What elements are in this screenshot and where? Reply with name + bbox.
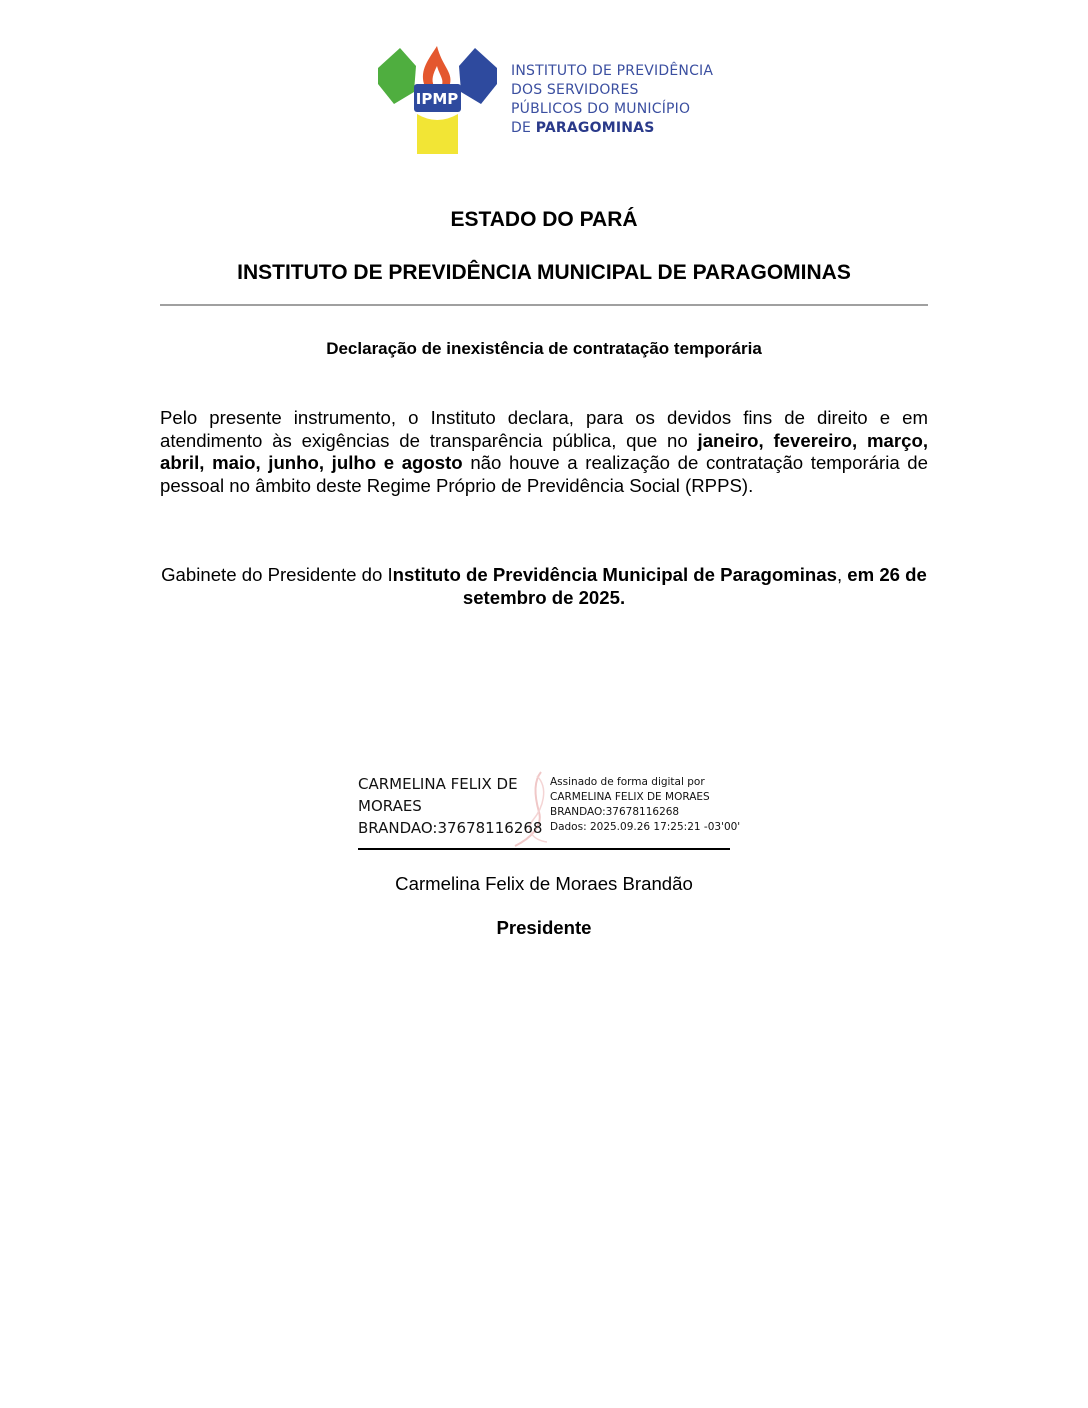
logo-text-line: DE PARAGOMINAS [511, 120, 655, 136]
header-divider [160, 304, 928, 306]
signature-name-line: BRANDAO:37678116268 [358, 819, 543, 837]
signer-role: Presidente [496, 917, 592, 938]
signature-detail-line: Assinado de forma digital por [550, 776, 705, 788]
signature-name-line: MORAES [358, 797, 422, 815]
logo-text [511, 62, 713, 138]
signature-detail-line: CARMELINA FELIX DE MORAES [550, 791, 710, 803]
declaration-title: Declaração de inexistência de contratação temporária [326, 339, 762, 358]
logo-text-line: INSTITUTO DE PREVIDÊNCIA [511, 63, 714, 79]
state-title: ESTADO DO PARÁ [450, 208, 638, 231]
signature-name-line: CARMELINA FELIX DE [358, 775, 518, 793]
ipmp-emblem-icon [376, 44, 501, 156]
signature-detail-line: Dados: 2025.09.26 17:25:21 -03'00' [550, 821, 741, 833]
logo-text-line: DOS SERVIDORES [511, 82, 639, 98]
ipmp-logo [376, 44, 721, 156]
signer-name: Carmelina Felix de Moraes Brandão [395, 873, 693, 894]
signature-detail-line: BRANDAO:37678116268 [550, 806, 680, 818]
svg-text:IPMP: IPMP [415, 90, 459, 108]
signature-name [358, 773, 542, 839]
institute-title: INSTITUTO DE PREVIDÊNCIA MUNICIPAL DE PARAGOMINAS [237, 261, 851, 284]
logo-text-line: PÚBLICOS DO MUNICÍPIO [511, 101, 691, 117]
digital-signature-block [358, 768, 741, 852]
declaration-body: Pelo presente instrumento, o Instituto declara, para os devidos fins de direito e em atendimento às exigências de transparência pública, que no janeiro, fevereiro, março, abril, maio, junho, julho e agosto não houve a realização de contratação temporária de pessoal no âmbito deste Regime Próprio de Previdência Social (RPPS). [160, 407, 928, 496]
signature-line [358, 848, 730, 850]
closing-statement: Gabinete do Presidente do Instituto de Previdência Municipal de Paragominas, em 26 de setembro de 2025. [161, 564, 927, 608]
signature-details [550, 775, 740, 835]
